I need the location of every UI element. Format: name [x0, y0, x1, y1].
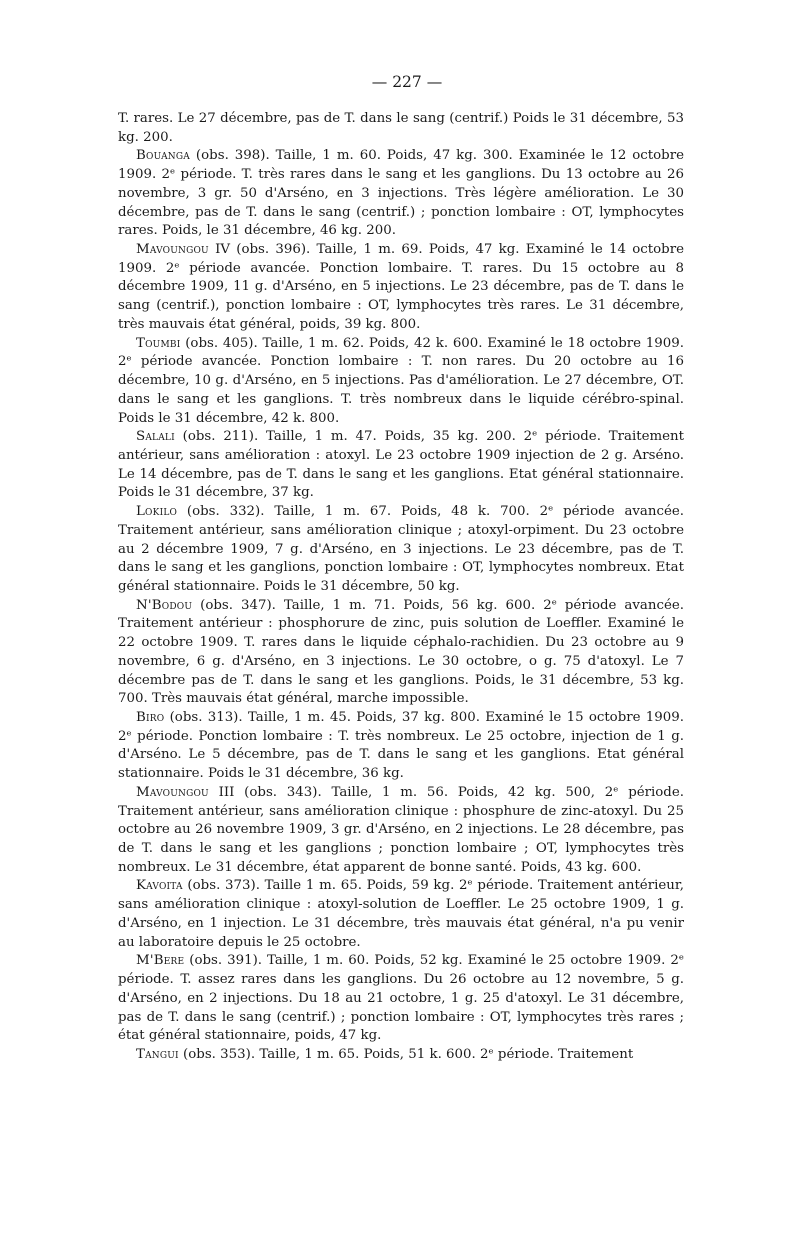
document-body [118, 110, 684, 1065]
patient-name: N'Bodou [136, 597, 193, 613]
paragraph [118, 428, 684, 503]
paragraph [118, 709, 684, 784]
paragraph-text: (obs. 391). Taille, 1 m. 60. Poids, 52 kg. Examiné le 25 octobre 1909. 2ᵉ période. T. assez rares dans les ganglions. Du 26 octobre au 12 novembre, 5 g. d'Arséno, en 2 injections. Du 18 au 21 octobre, 1 g. 25 d'atoxyl. Le 31 décembre, pas de T. dans le sang (centrif.) ; ponction lombaire : OT, lymphocytes très rares ; état général stationnaire, poids, 47 kg. [118, 953, 684, 1044]
patient-name: Mavoungou [136, 784, 209, 800]
document-page [118, 72, 684, 1065]
paragraph-text: (obs. 313). Taille, 1 m. 45. Poids, 37 kg. 800. Examiné le 15 octobre 1909. 2ᵉ période. Ponction lombaire : T. très nombreux. Le 25 octobre, injection de 1 g. d'Arséno. Le 5 décembre, pas de T. dans le sang et les ganglions. Etat général stationnaire. Poids le 31 décembre, 36 kg. [118, 710, 684, 782]
paragraph-text: III (obs. 343). Taille, 1 m. 56. Poids, 42 kg. 500, 2ᵉ période. Traitement antérieur, sans amélioration clinique : phosphure de zinc-atoxyl. Du 25 octobre au 26 novembre 1909, 3 gr. d'Arséno, en 2 injections. Le 28 décembre, pas de T. dans le sang et les ganglions ; ponction lombaire ; OT, lymphocytes très nombreux. Le 31 décembre, état apparent de bonne santé. Poids, 43 kg. 600. [118, 784, 684, 875]
paragraph [118, 597, 684, 709]
paragraph [118, 1046, 684, 1065]
paragraph [118, 503, 684, 597]
paragraph-text: (obs. 347). Taille, 1 m. 71. Poids, 56 kg. 600. 2ᵉ période avancée. Traitement antérieur : phosphorure de zinc, puis solution de Loeffler. Examiné le 22 octobre 1909. T. rares dans le liquide céphalo-rachidien. Du 23 octobre au 9 novembre, 6 g. d'Arséno, en 3 injections. Le 30 octobre, o g. 75 d'atoxyl. Le 7 décembre pas de T. dans le sang et les ganglions. Poids, le 31 décembre, 53 kg. 700. Très mauvais état général, marche impossible. [118, 597, 684, 707]
paragraph-text: (obs. 211). Taille, 1 m. 47. Poids, 35 kg. 200. 2ᵉ période. Traitement antérieur, sans amélioration : atoxyl. Le 23 octobre 1909 injection de 2 g. Arséno. Le 14 décembre, pas de T. dans le sang et les ganglions. Etat général stationnaire. Poids le 31 décembre, 37 kg. [118, 429, 684, 501]
patient-name: Kavoita [136, 878, 183, 894]
patient-name: Toumbi [136, 335, 181, 351]
patient-name: M'Bere [136, 953, 185, 969]
paragraph [118, 110, 684, 147]
patient-name: Biro [136, 710, 165, 725]
paragraph [118, 877, 684, 952]
paragraph-text: (obs. 353). Taille, 1 m. 65. Poids, 51 k. 600. 2ᵉ période. Traitement [178, 1046, 634, 1062]
paragraph-text: (obs. 373). Taille 1 m. 65. Poids, 59 kg. 2ᵉ période. Traitement antérieur, sans amélioration clinique : atoxyl-solution de Loeffler. Le 25 octobre 1909, 1 g. d'Arséno, en 1 injection. Le 31 décembre, très mauvais état général, n'a pu venir au laboratoire depuis le 25 octobre. [118, 878, 684, 950]
paragraph [118, 335, 684, 429]
paragraph [118, 952, 684, 1046]
patient-name: Lokilo [136, 504, 178, 520]
paragraph-text: IV (obs. 396). Taille, 1 m. 69. Poids, 47 kg. Examiné le 14 octobre 1909. 2ᵉ période avancée. Ponction lombaire. T. rares. Du 15 octobre au 8 décembre 1909, 11 g. d'Arséno, en 5 injections. Le 23 décembre, pas de T. dans le sang (centrif.), ponction lombaire : OT, lymphocytes très rares. Le 31 décembre, très mauvais état général, poids, 39 kg. 800. [118, 242, 684, 332]
patient-name: Salali [136, 429, 175, 445]
patient-name: Bouanga [136, 148, 190, 164]
paragraph [118, 147, 684, 241]
paragraph-text: (obs. 398). Taille, 1 m. 60. Poids, 47 kg. 300. Examinée le 12 octobre 1909. 2ᵉ période. T. très rares dans le sang et les ganglions. Du 13 octobre au 26 novembre, 3 gr. 50 d'Arséno, en 3 injections. Très légère amélioration. Le 30 décembre, pas de T. dans le sang (centrif.) ; ponction lombaire : OT, lymphocytes rares. Poids, le 31 décembre, 46 kg. 200. [118, 148, 684, 239]
paragraph-text: (obs. 405). Taille, 1 m. 62. Poids, 42 k. 600. Examiné le 18 octobre 1909. 2ᵉ période avancée. Ponction lombaire : T. non rares. Du 20 octobre au 16 décembre, 10 g. d'Arséno, en 5 injections. Pas d'amélioration. Le 27 décembre, OT. dans le sang et les ganglions. T. très nombreux dans le liquide cérébro-spinal. Poids le 31 décembre, 42 k. 800. [118, 335, 684, 426]
paragraph [118, 784, 684, 878]
patient-name: Mavoungou [136, 242, 209, 258]
page-number: — 227 — [371, 73, 443, 91]
patient-name: Tangui [136, 1046, 179, 1062]
paragraph [118, 241, 684, 335]
paragraph-text: T. rares. Le 27 décembre, pas de T. dans le sang (centrif.) Poids le 31 décembre, 53 kg. 200. [118, 111, 684, 145]
paragraph-text: (obs. 332). Taille, 1 m. 67. Poids, 48 k. 700. 2ᵉ période avancée. Traitement antérieur, sans amélioration clinique ; atoxyl-orpiment. Du 23 octobre au 2 décembre 1909, 7 g. d'Arséno, en 3 injections. Le 23 décembre, pas de T. dans le sang et les ganglions, ponction lombaire : OT, lymphocytes nombreux. Etat général stationnaire. Poids le 31 décembre, 50 kg. [118, 504, 684, 594]
